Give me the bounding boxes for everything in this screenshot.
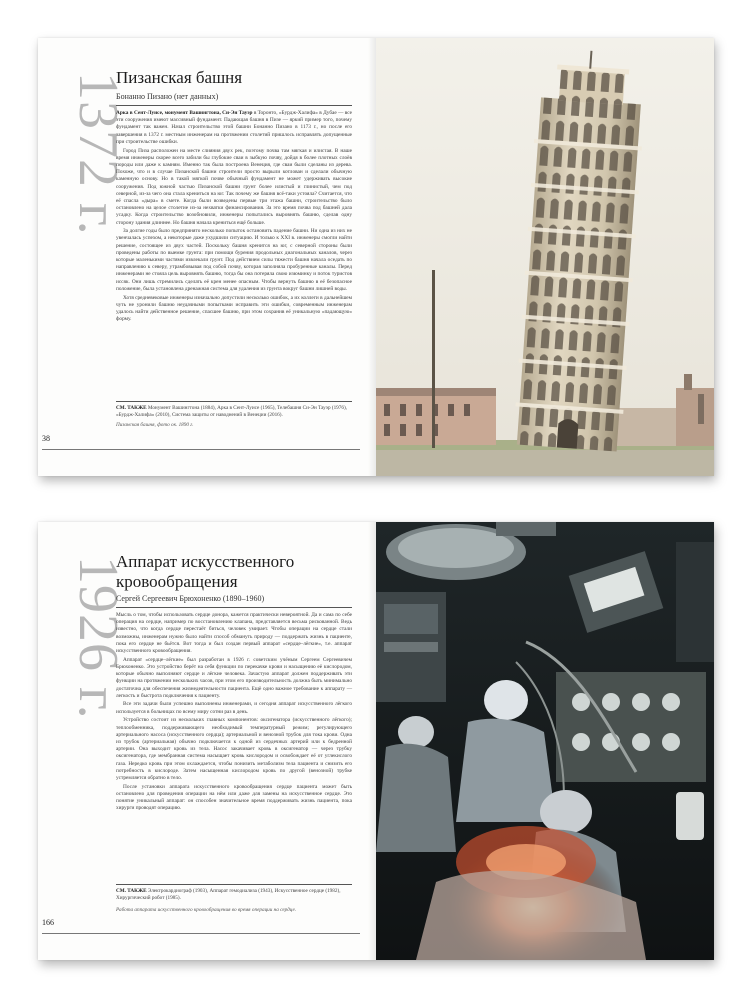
year-label: 1926 г. xyxy=(67,556,129,720)
book-spread-heart-lung xyxy=(38,522,714,960)
paragraph: Устройство состоит из нескольких главных компонентов: оксигенатора (искусственного лёгкого); теплообменника, поддерживающего необходимый температурный режим; регулирующего артериального насоса (искусственного сердца); артериальной и венозной трубок для тока крови. Одна из трубок (артериальная) обычно подключается к одной из сердечных артерий или к бедренной артерии. Она выходит кровь из тела. Насос закачивает кровь в оксигенатор — через трубку оксигенатора, где мембранная система насыщает кровь кислородом и освобождает её от углекислого газа. Нередко кровь при этом охлаждается, чтобы понизить метаболизм тела пациента и снизить его потребность в кислороде. Затем насыщенная кислородом кровь по другой (венозной) трубке устремляется обратно в тело. xyxy=(116,717,352,781)
see-also xyxy=(116,401,352,419)
article-author: Сергей Сергеевич Брюхоненко (1890–1960) xyxy=(116,594,352,608)
page-rule xyxy=(42,449,360,450)
page-rule xyxy=(42,933,360,934)
lead-bold: Арка в Сент-Луисе, монумент Вашингтона, Си-Эн Тауэр xyxy=(116,110,253,116)
paragraph: После установки аппарата искусственного кровообращения сердце пациента может быть остановлено для проведения операции на нём или даже для замены на искусственное сердце. Это понятие уникальный аппарат: он способен значительное время поддерживать жизнь пациента, пока хирурги проводят операцию. xyxy=(116,783,352,812)
leaning-tower-illustration xyxy=(376,38,714,476)
see-also-text: Монумент Вашингтона (1884), Арка в Сент-Луисе (1965), Телебашня Си-Эн Тауэр (1976), «Бурдж-Халифа» (2010), Система защиты от наводнений в Венеции (2016). xyxy=(116,405,347,418)
book-spread-pisa xyxy=(38,38,714,476)
pisa-tower-photo xyxy=(376,38,714,476)
see-also-label: СМ. ТАКЖЕ xyxy=(116,405,147,411)
paragraph: Мысль о том, чтобы использовать сердце донора, кажется практически невероятной. Да и сама по себе операция на сердце, например по восстановлению клапана, представляется весьма рискованной. Ведь известно, что когда сердце перестаёт биться, человек умирает. Чтобы операции на сердце стали возможны, инженерам нужно было найти способ обмануть природу — поддержать жизнь в пациенте, пока его сердце не бьётся. Вот тогда и был создан первый аппарат «сердце–лёгкие», т.е. аппарат искусственного кровообращения. xyxy=(116,612,352,655)
see-also xyxy=(116,884,352,902)
spine-shadow xyxy=(368,522,376,960)
year-label: 1372 г. xyxy=(67,72,129,236)
heart-surgery-illustration xyxy=(376,522,714,960)
page-number: 166 xyxy=(42,918,54,927)
article-title: Аппарат искусственного кровообращения xyxy=(116,552,295,591)
paragraph-text: в Торонто, «Бурдж-Халифа» в Дубае — все эти сооружения имеют массивный фундамент. Падающая башня в Пизе — яркий пример того, почему фундамент так важен. Начал строительство этой башни Бонанно Пизано в 1173 г., но после его завершения в 1372 г. местным инженерам на протяжении столетий пришлось исправлять допущенные при строительстве ошибки. xyxy=(116,110,352,145)
see-also-label: СМ. ТАКЖЕ xyxy=(116,888,147,894)
paragraph xyxy=(116,110,352,146)
paragraph: Город Пиза расположен на месте слияния двух рек, поэтому почва там мягкая и илистая. В наше время инженеры скорее всего забили бы глубокие сваи в зыбкую почву, дойдя в более плотных слоёв породы или даже к камням. Именно так была построена Венеция, где сваи были сделаны из дерева. Похоже, что и в случае Пизанской башни строители просто вырыли котлован и сделали обычную каменную основу. Но в такой мягкой почве обычный фундамент не может удерживать высокие сооружения. Под южной частью Пизанской башни грунт более илистый и глинистый, чем под северной, из-за чего она стала крениться на юг. Так почему же башня всё-таки устояла? Считается, что её спасла «дыра» в смете. Когда были возведены первые три этажа башни, строительство было остановлено на целое столетие из-за нехватки финансирования. За это время почва под башней дала усадку. Когда строительство возобновили, инженеры попытались выровнять башню, сделав одну сторону здания длиннее. Но башня начала крениться ещё больше. xyxy=(116,147,352,226)
paragraph: Все эти задачи были успешно выполнены инженерами, и сегодня аппарат искусственного лёгкого используется в больницах по всему миру сотни раз в день. xyxy=(116,701,352,715)
paragraph: Аппарат «сердце–лёгкие» был разработан в 1926 г. советским учёным Сергеем Сергеевичем Брюхоненко. Это устройство берёт на себя функции по перекачке крови и насыщению её кислородом, которые обычно выполняют сердце и лёгкие человека. Зачастую аппарат должен поддерживать эти функции на протяжении нескольких часов, при этом его производительность должна быть минимально достаточна для обеспечения жизнедеятельности пациента. Ещё одно важное требование к аппарату — легкость и быстрота подключения к пациенту. xyxy=(116,656,352,699)
paragraph: Хотя средневековые инженеры изначально допустили несколько ошибок, а их коллеги в дальнейшем чуть не уронили башню неудачными попытками исправить эти ошибки, современным инженерам удалось найти действенное решение, спасшее башню, при этом сохранив её уникальную «падающую» форму. xyxy=(116,294,352,323)
spine-shadow xyxy=(368,38,376,476)
see-also-text: Электрокардиограф (1903), Аппарат гемодиализа (1943), Искусственное сердце (1982), Хирургический робот (1985). xyxy=(116,888,341,901)
article-title: Пизанская башня xyxy=(116,68,243,87)
article-body xyxy=(116,612,352,814)
article-author: Бонанно Пизано (нет данных) xyxy=(116,92,352,106)
text-page-heart-lung xyxy=(38,522,376,960)
photo-caption: Пизанская башня, фото ок. 1890 г. xyxy=(116,422,194,428)
text-page-pisa xyxy=(38,38,376,476)
article-body xyxy=(116,110,352,325)
paragraph: За долгие годы было предпринято несколько попыток остановить падение башни. Ни одна из них не увенчалась успехом, а некоторые даже ухудшили ситуацию. И только к XXI в. инженеры смогли найти решение, состоящее из двух частей. Поскольку башня кренится на юг, с северной стороны были проведены работы по выемке грунта: при помощи бурения продольных диагональных каналов, через которые маленькими частями извлекали грунт. Под действием силы тяжести башня начала оседать по направлению к северу, утрамбовывая под собой почву, которая заполняла пробуренные каналы. Перед инженерами не стояла цель выровнять башню, тогда бы она потеряла свою изюминку и поток туристов иссяк. Они лишь стремились сделать её крен менее опасным. Чтобы вернуть башню в её безопасное положение, была установлена дренажная система для удаления из грунта вокруг башни лишней воды. xyxy=(116,228,352,292)
photo-caption: Работа аппарата искусственного кровообращения во время операции на сердце. xyxy=(116,907,297,913)
page-number: 38 xyxy=(42,434,50,443)
surgery-photo xyxy=(376,522,714,960)
